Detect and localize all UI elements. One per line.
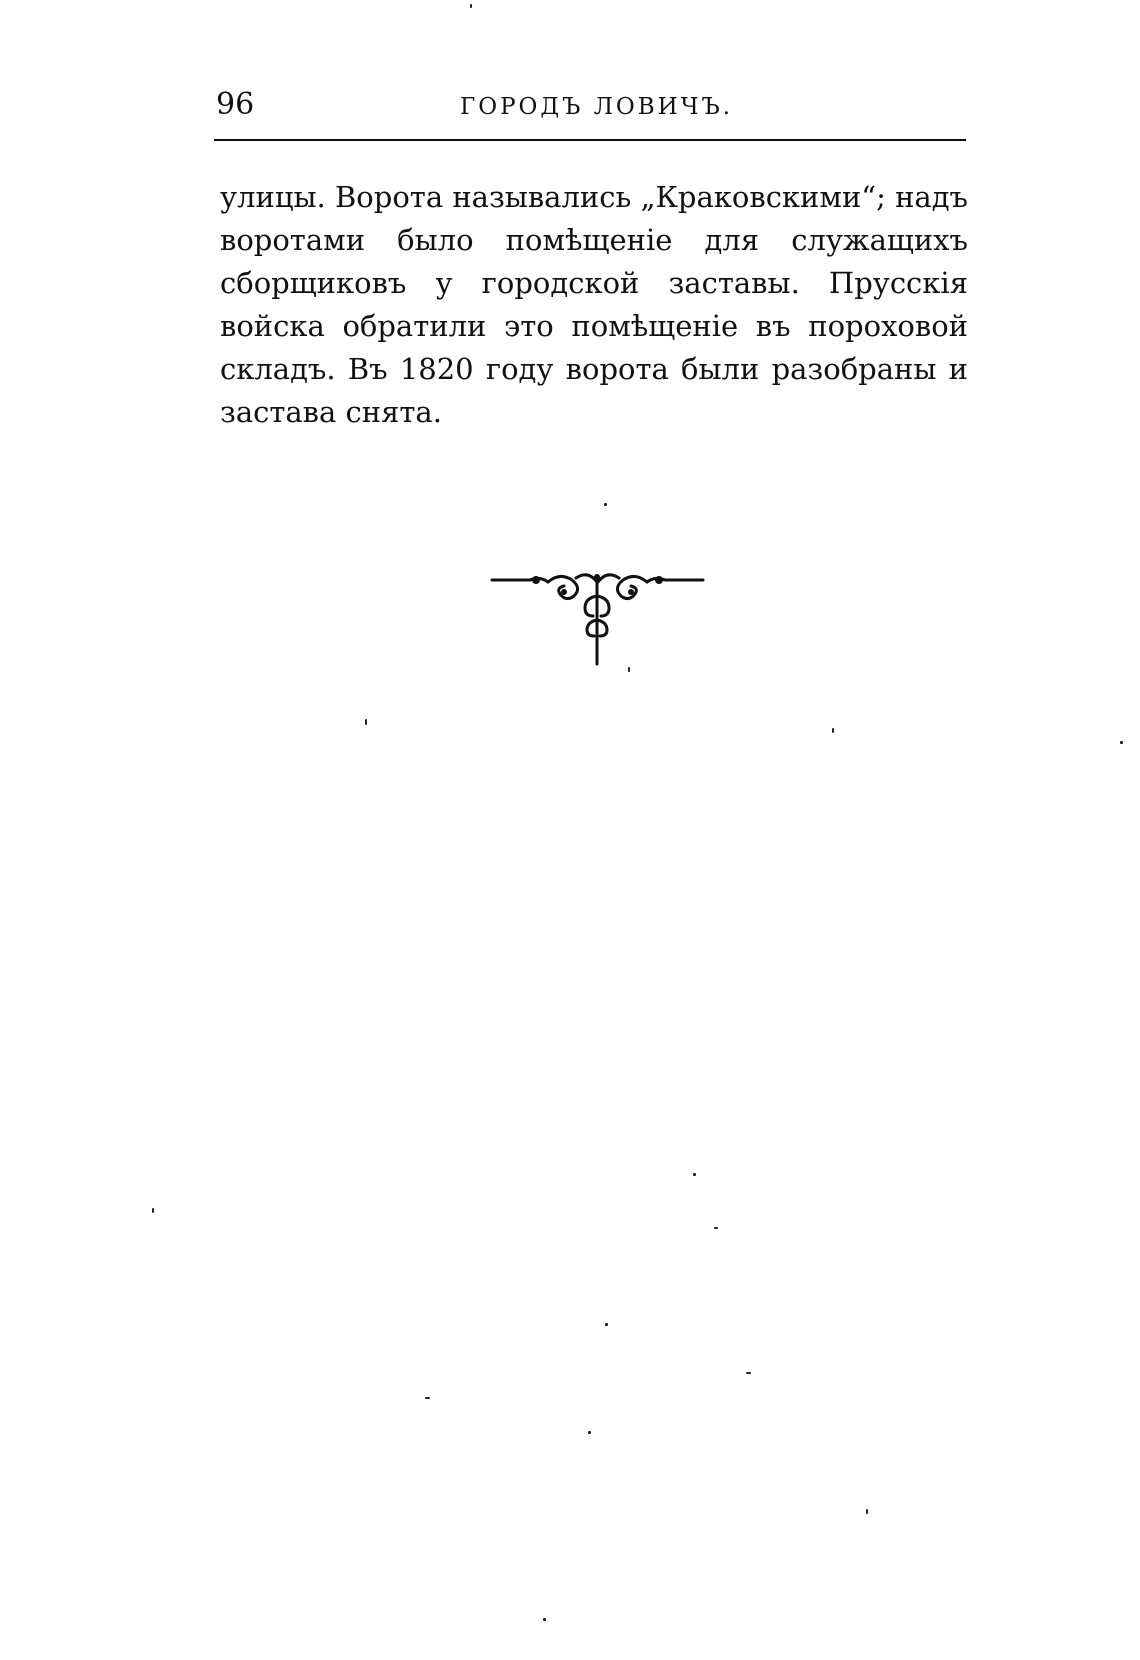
page-number: 96 [216, 87, 255, 122]
speck [714, 1227, 718, 1229]
speck [588, 1431, 591, 1434]
speck [746, 1372, 751, 1374]
speck [628, 667, 630, 672]
speck [425, 1397, 430, 1399]
speck [365, 719, 367, 725]
speck [693, 1173, 696, 1176]
body-paragraph: улицы. Ворота назывались „Краковскими“; надъ воротами было помѣщеніе для служащихъ сборщиковъ у городской заставы. Прусскія войска обратили это помѣщеніе въ пороховой складъ. Въ 1820 году ворота были разобраны и застава снята. [220, 180, 969, 429]
speck [832, 728, 834, 733]
tailpiece-ornament-icon [490, 572, 705, 667]
speck [152, 1208, 154, 1213]
speck [604, 503, 607, 506]
speck [605, 1323, 608, 1326]
speck [470, 4, 472, 8]
speck [1120, 741, 1123, 744]
speck [866, 1509, 868, 1514]
running-title: ГОРОДЪ ЛОВИЧЪ. [460, 94, 734, 120]
header-rule [214, 139, 966, 141]
speck [543, 1618, 546, 1621]
